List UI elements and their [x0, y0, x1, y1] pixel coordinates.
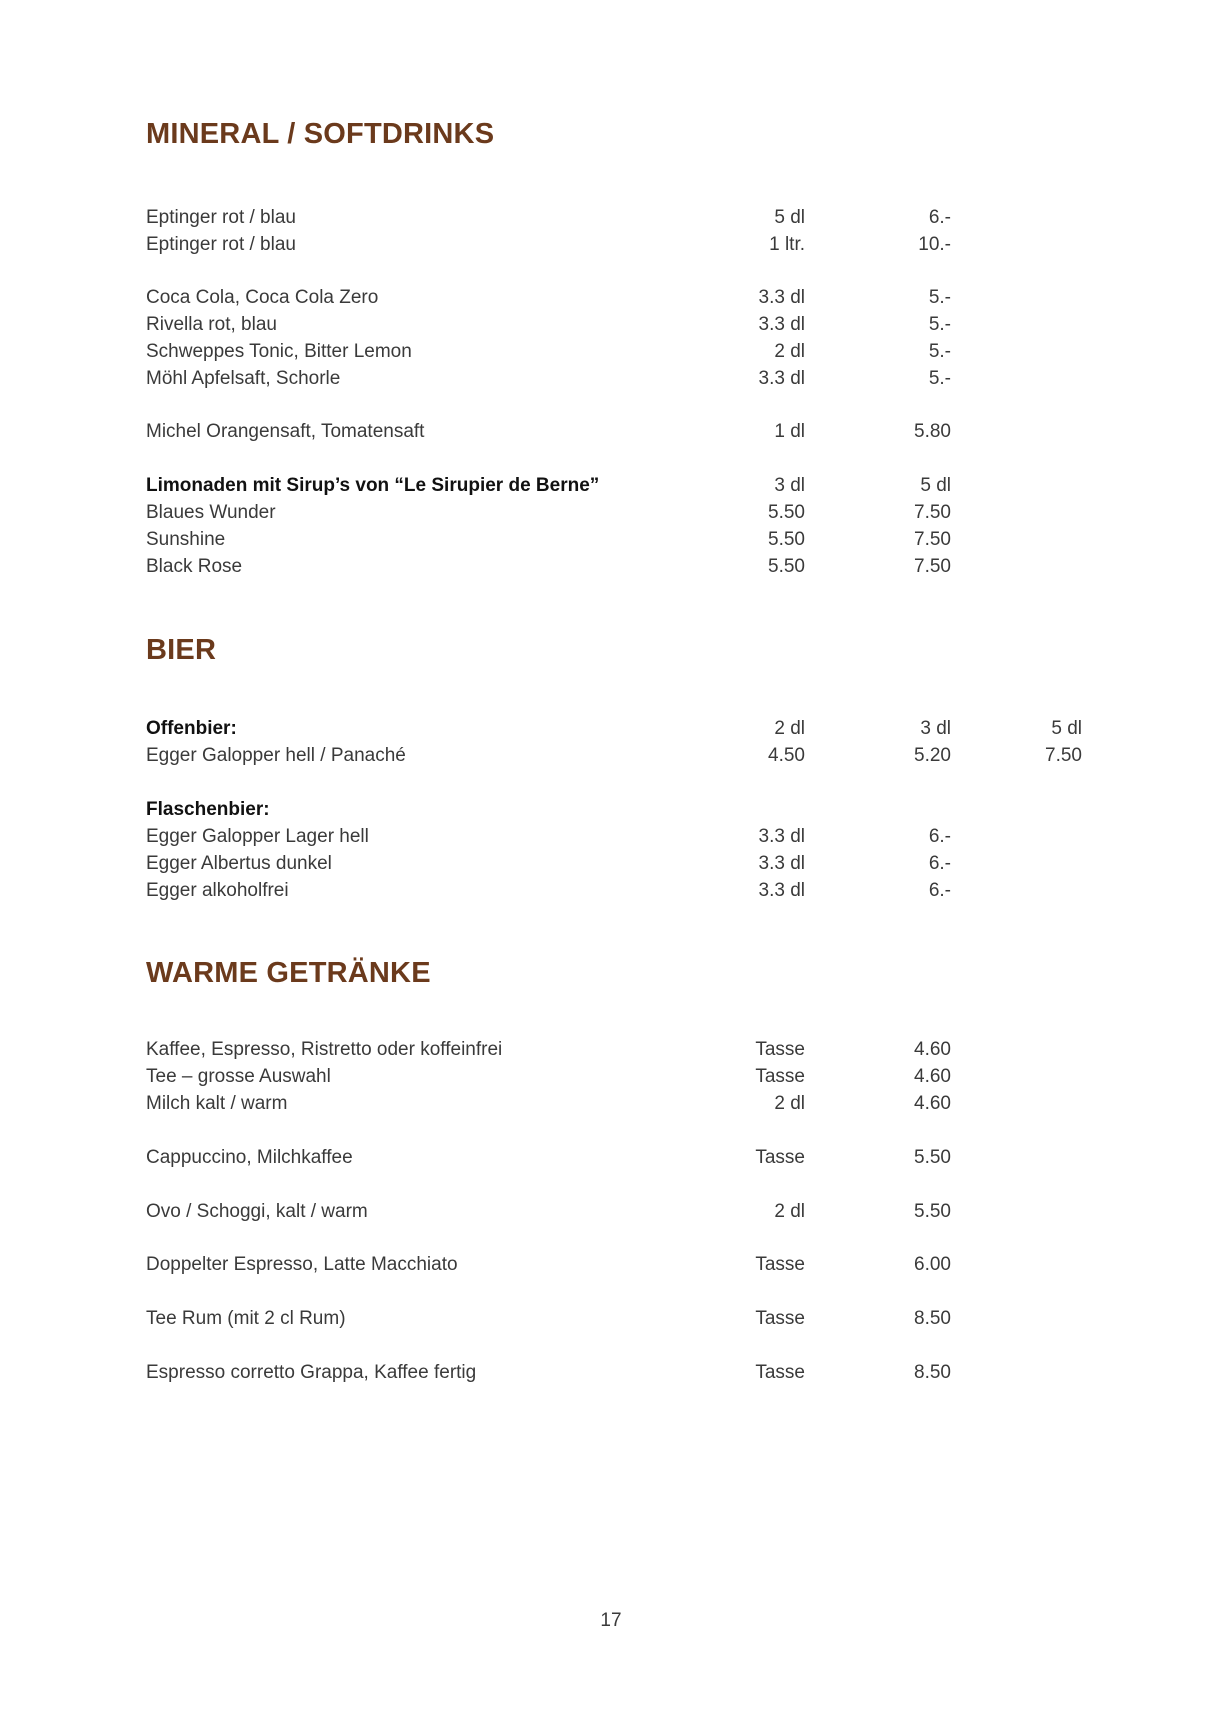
subheader-limonaden: Limonaden mit Sirup’s von “Le Sirupier de Berne”: [146, 475, 600, 496]
item-size: 3.3 dl: [758, 314, 805, 335]
item-name: Milch kalt / warm: [146, 1093, 288, 1114]
menu-row: [146, 823, 1046, 850]
item-name: Rivella rot, blau: [146, 314, 277, 335]
item-price: 5.80: [914, 421, 951, 442]
menu-row: [146, 877, 1046, 904]
item-name: Ovo / Schoggi, kalt / warm: [146, 1201, 368, 1222]
item-name: Cappuccino, Milchkaffee: [146, 1147, 353, 1168]
menu-subheader-row: [146, 715, 1082, 742]
item-price: 6.-: [928, 826, 951, 847]
section-heading-warme-getraenke: WARME GETRÄNKE: [146, 957, 431, 989]
item-price: 10.-: [918, 234, 951, 255]
item-name: Kaffee, Espresso, Ristretto oder koffeinfrei: [146, 1039, 503, 1060]
menu-row: [146, 1305, 1046, 1332]
menu-row: [146, 850, 1046, 877]
item-size: 5 dl: [774, 207, 805, 228]
item-size: 2 dl: [774, 1093, 805, 1114]
item-size: Tasse: [755, 1147, 805, 1168]
item-price: 4.60: [914, 1039, 951, 1060]
menu-row: [146, 338, 1046, 365]
item-size: 2 dl: [774, 1201, 805, 1222]
item-price: 7.50: [914, 502, 951, 523]
column-size-label: 3 dl: [920, 718, 951, 739]
item-price: 8.50: [914, 1362, 951, 1383]
menu-row: [146, 231, 1046, 258]
item-price: 4.50: [768, 745, 805, 766]
item-price: 5.20: [914, 745, 951, 766]
item-size: 1 dl: [774, 421, 805, 442]
page-number: 17: [600, 1610, 622, 1631]
item-price: 5.-: [928, 314, 951, 335]
menu-row: [146, 526, 1046, 553]
item-price: 4.60: [914, 1093, 951, 1114]
section-heading-mineral: MINERAL / SOFTDRINKS: [146, 118, 495, 150]
item-price: 7.50: [914, 529, 951, 550]
item-price: 5.-: [928, 287, 951, 308]
menu-row: [146, 365, 1046, 392]
menu-row: [146, 311, 1046, 338]
item-price: 7.50: [914, 556, 951, 577]
item-size: 3.3 dl: [758, 853, 805, 874]
item-name: Egger Albertus dunkel: [146, 853, 332, 874]
item-size: Tasse: [755, 1254, 805, 1275]
menu-row: [146, 204, 1046, 231]
menu-row: [146, 284, 1046, 311]
item-size: 3.3 dl: [758, 880, 805, 901]
item-price: 4.60: [914, 1066, 951, 1087]
item-price: 6.-: [928, 207, 951, 228]
item-name: Sunshine: [146, 529, 226, 550]
item-name: Egger Galopper Lager hell: [146, 826, 369, 847]
item-size: 2 dl: [774, 341, 805, 362]
item-name: Tee – grosse Auswahl: [146, 1066, 331, 1087]
item-name: Schweppes Tonic, Bitter Lemon: [146, 341, 412, 362]
item-price: 5.50: [914, 1201, 951, 1222]
item-price: 6.00: [914, 1254, 951, 1275]
item-price: 5.-: [928, 341, 951, 362]
item-name: Blaues Wunder: [146, 502, 276, 523]
item-name: Eptinger rot / blau: [146, 234, 296, 255]
item-price: 5.50: [914, 1147, 951, 1168]
menu-row: [146, 1090, 1046, 1117]
item-name: Egger Galopper hell / Panaché: [146, 745, 406, 766]
subheader-flaschenbier: Flaschenbier:: [146, 799, 270, 820]
item-price: 7.50: [1045, 745, 1082, 766]
item-size: Tasse: [755, 1308, 805, 1329]
menu-row: [146, 499, 1046, 526]
menu-row: [146, 553, 1046, 580]
column-size-label: 5 dl: [1051, 718, 1082, 739]
item-name: Espresso corretto Grappa, Kaffee fertig: [146, 1362, 477, 1383]
item-price: 5.50: [768, 529, 805, 550]
item-name: Egger alkoholfrei: [146, 880, 289, 901]
column-size-label: 5 dl: [920, 475, 951, 496]
item-name: Coca Cola, Coca Cola Zero: [146, 287, 379, 308]
item-price: 6.-: [928, 880, 951, 901]
item-size: 3.3 dl: [758, 287, 805, 308]
menu-row: [146, 1198, 1046, 1225]
menu-row: [146, 1359, 1046, 1386]
item-name: Möhl Apfelsaft, Schorle: [146, 368, 341, 389]
item-price: 5.50: [768, 502, 805, 523]
menu-subheader-row: [146, 796, 1046, 823]
item-size: Tasse: [755, 1362, 805, 1383]
item-size: 1 ltr.: [769, 234, 805, 255]
menu-row: [146, 1063, 1046, 1090]
item-size: Tasse: [755, 1066, 805, 1087]
subheader-offenbier: Offenbier:: [146, 718, 237, 739]
item-size: Tasse: [755, 1039, 805, 1060]
item-price: 5.-: [928, 368, 951, 389]
section-heading-bier: BIER: [146, 634, 217, 666]
item-price: 8.50: [914, 1308, 951, 1329]
item-size: 3.3 dl: [758, 368, 805, 389]
menu-row: [146, 1144, 1046, 1171]
column-size-label: 2 dl: [774, 718, 805, 739]
item-price: 5.50: [768, 556, 805, 577]
item-price: 6.-: [928, 853, 951, 874]
item-name: Eptinger rot / blau: [146, 207, 296, 228]
item-name: Michel Orangensaft, Tomatensaft: [146, 421, 425, 442]
menu-row: [146, 418, 1046, 445]
menu-row: [146, 1036, 1046, 1063]
menu-row: [146, 1251, 1046, 1278]
menu-subheader-row: [146, 472, 1046, 499]
menu-row: [146, 742, 1082, 769]
item-size: 3.3 dl: [758, 826, 805, 847]
item-name: Doppelter Espresso, Latte Macchiato: [146, 1254, 458, 1275]
column-size-label: 3 dl: [774, 475, 805, 496]
item-name: Tee Rum (mit 2 cl Rum): [146, 1308, 346, 1329]
item-name: Black Rose: [146, 556, 243, 577]
